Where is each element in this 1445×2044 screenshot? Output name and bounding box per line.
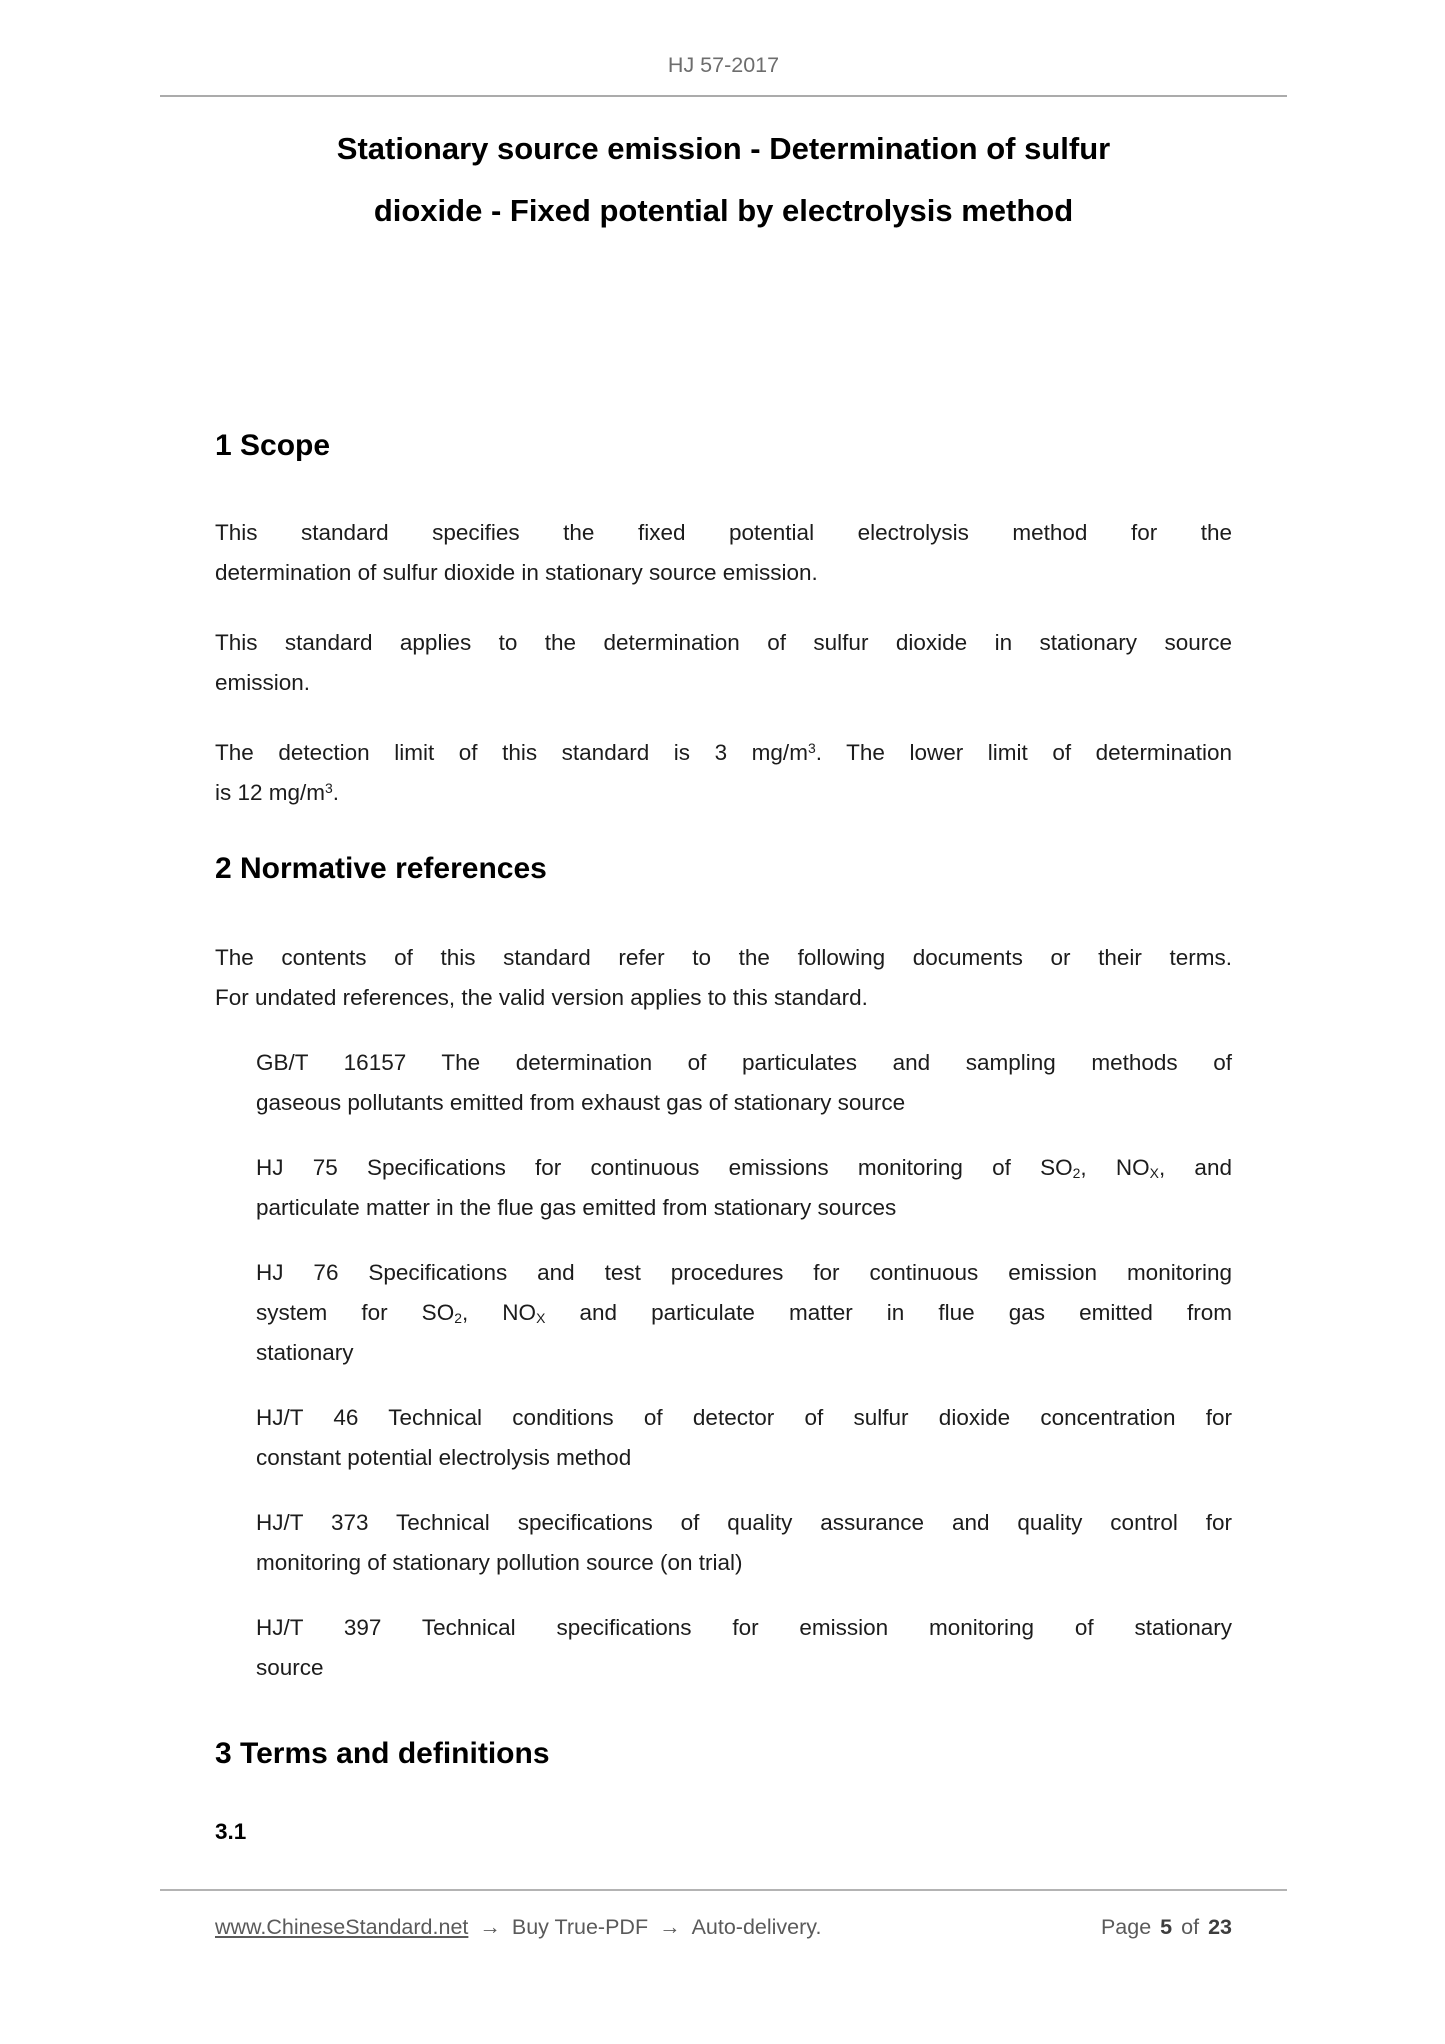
scope-paragraph-3: The detection limit of this standard is 3 $mg/m^3$. The lower limit of determination is 12 $mg/m^3$. <box>215 739 1232 805</box>
page-of-label: of <box>1181 1915 1200 1939</box>
reference-item-gbt-16157: GB/T 16157 The determination of particulates and sampling methods of gaseous pollutants emitted from exhaust gas of stationary source <box>256 1050 1232 1115</box>
page-content <box>215 0 1232 1847</box>
footer-action-auto-delivery: Auto-delivery. <box>691 1915 822 1939</box>
reference-item-hjt-397: HJ/T 397 Technical specifications for emission monitoring of stationary source <box>256 1615 1232 1680</box>
right-arrow-icon: → <box>659 1915 681 1939</box>
right-arrow-icon: → <box>479 1915 501 1939</box>
normative-intro-paragraph: The contents of this standard refer to the following documents or their terms. For undated references, the valid version applies to this standard. <box>215 945 1232 1010</box>
page-indicator <box>1101 1915 1232 1940</box>
page-label: Page <box>1100 1915 1152 1939</box>
reference-item-hj-76: HJ 76 Specifications and test procedures for continuous emission monitoring system for $SO_2$, $NO_X$ and particulate matter in flue gas emitted from stationary <box>256 1260 1232 1365</box>
document-title <box>215 118 1232 242</box>
document-title-line-2: dioxide - Fixed potential by electrolysis method <box>373 193 1074 228</box>
scope-paragraph-1: This standard specifies the fixed potential electrolysis method for the determination of sulfur dioxide in stationary source emission. <box>215 520 1232 585</box>
footer-left <box>215 1915 821 1940</box>
header-doc-number: HJ 57-2017 <box>667 53 780 77</box>
page-total: 23 <box>1208 1915 1232 1939</box>
section-heading-scope: 1 Scope <box>215 429 331 462</box>
scope-paragraph-2: This standard applies to the determination of sulfur dioxide in stationary source emission. <box>215 630 1232 695</box>
reference-item-hjt-46: HJ/T 46 Technical conditions of detector of sulfur dioxide concentration for constant potential electrolysis method <box>256 1405 1232 1470</box>
reference-item-hjt-373: HJ/T 373 Technical specifications of quality assurance and quality control for monitoring of stationary pollution source (on trial) <box>256 1510 1232 1575</box>
footer-row <box>215 1915 1232 1940</box>
footer-site-link[interactable]: www.ChineseStandard.net <box>215 1915 469 1939</box>
page-footer <box>215 1889 1232 1940</box>
page-current: 5 <box>1160 1915 1173 1939</box>
term-item-number: 3.1 <box>215 1819 247 1844</box>
section-heading-terms-definitions: 3 Terms and definitions <box>215 1737 550 1770</box>
footer-action-buy-pdf: Buy True-PDF <box>511 1915 649 1939</box>
header-divider <box>160 95 1287 97</box>
reference-item-hj-75: HJ 75 Specifications for continuous emissions monitoring of $SO_2$, $NO_X$, and particulate matter in the flue gas emitted from stationary sources <box>256 1155 1232 1220</box>
document-title-line-1: Stationary source emission - Determination of sulfur <box>336 131 1111 166</box>
section-heading-normative-references: 2 Normative references <box>215 852 547 885</box>
footer-divider <box>160 1889 1287 1891</box>
